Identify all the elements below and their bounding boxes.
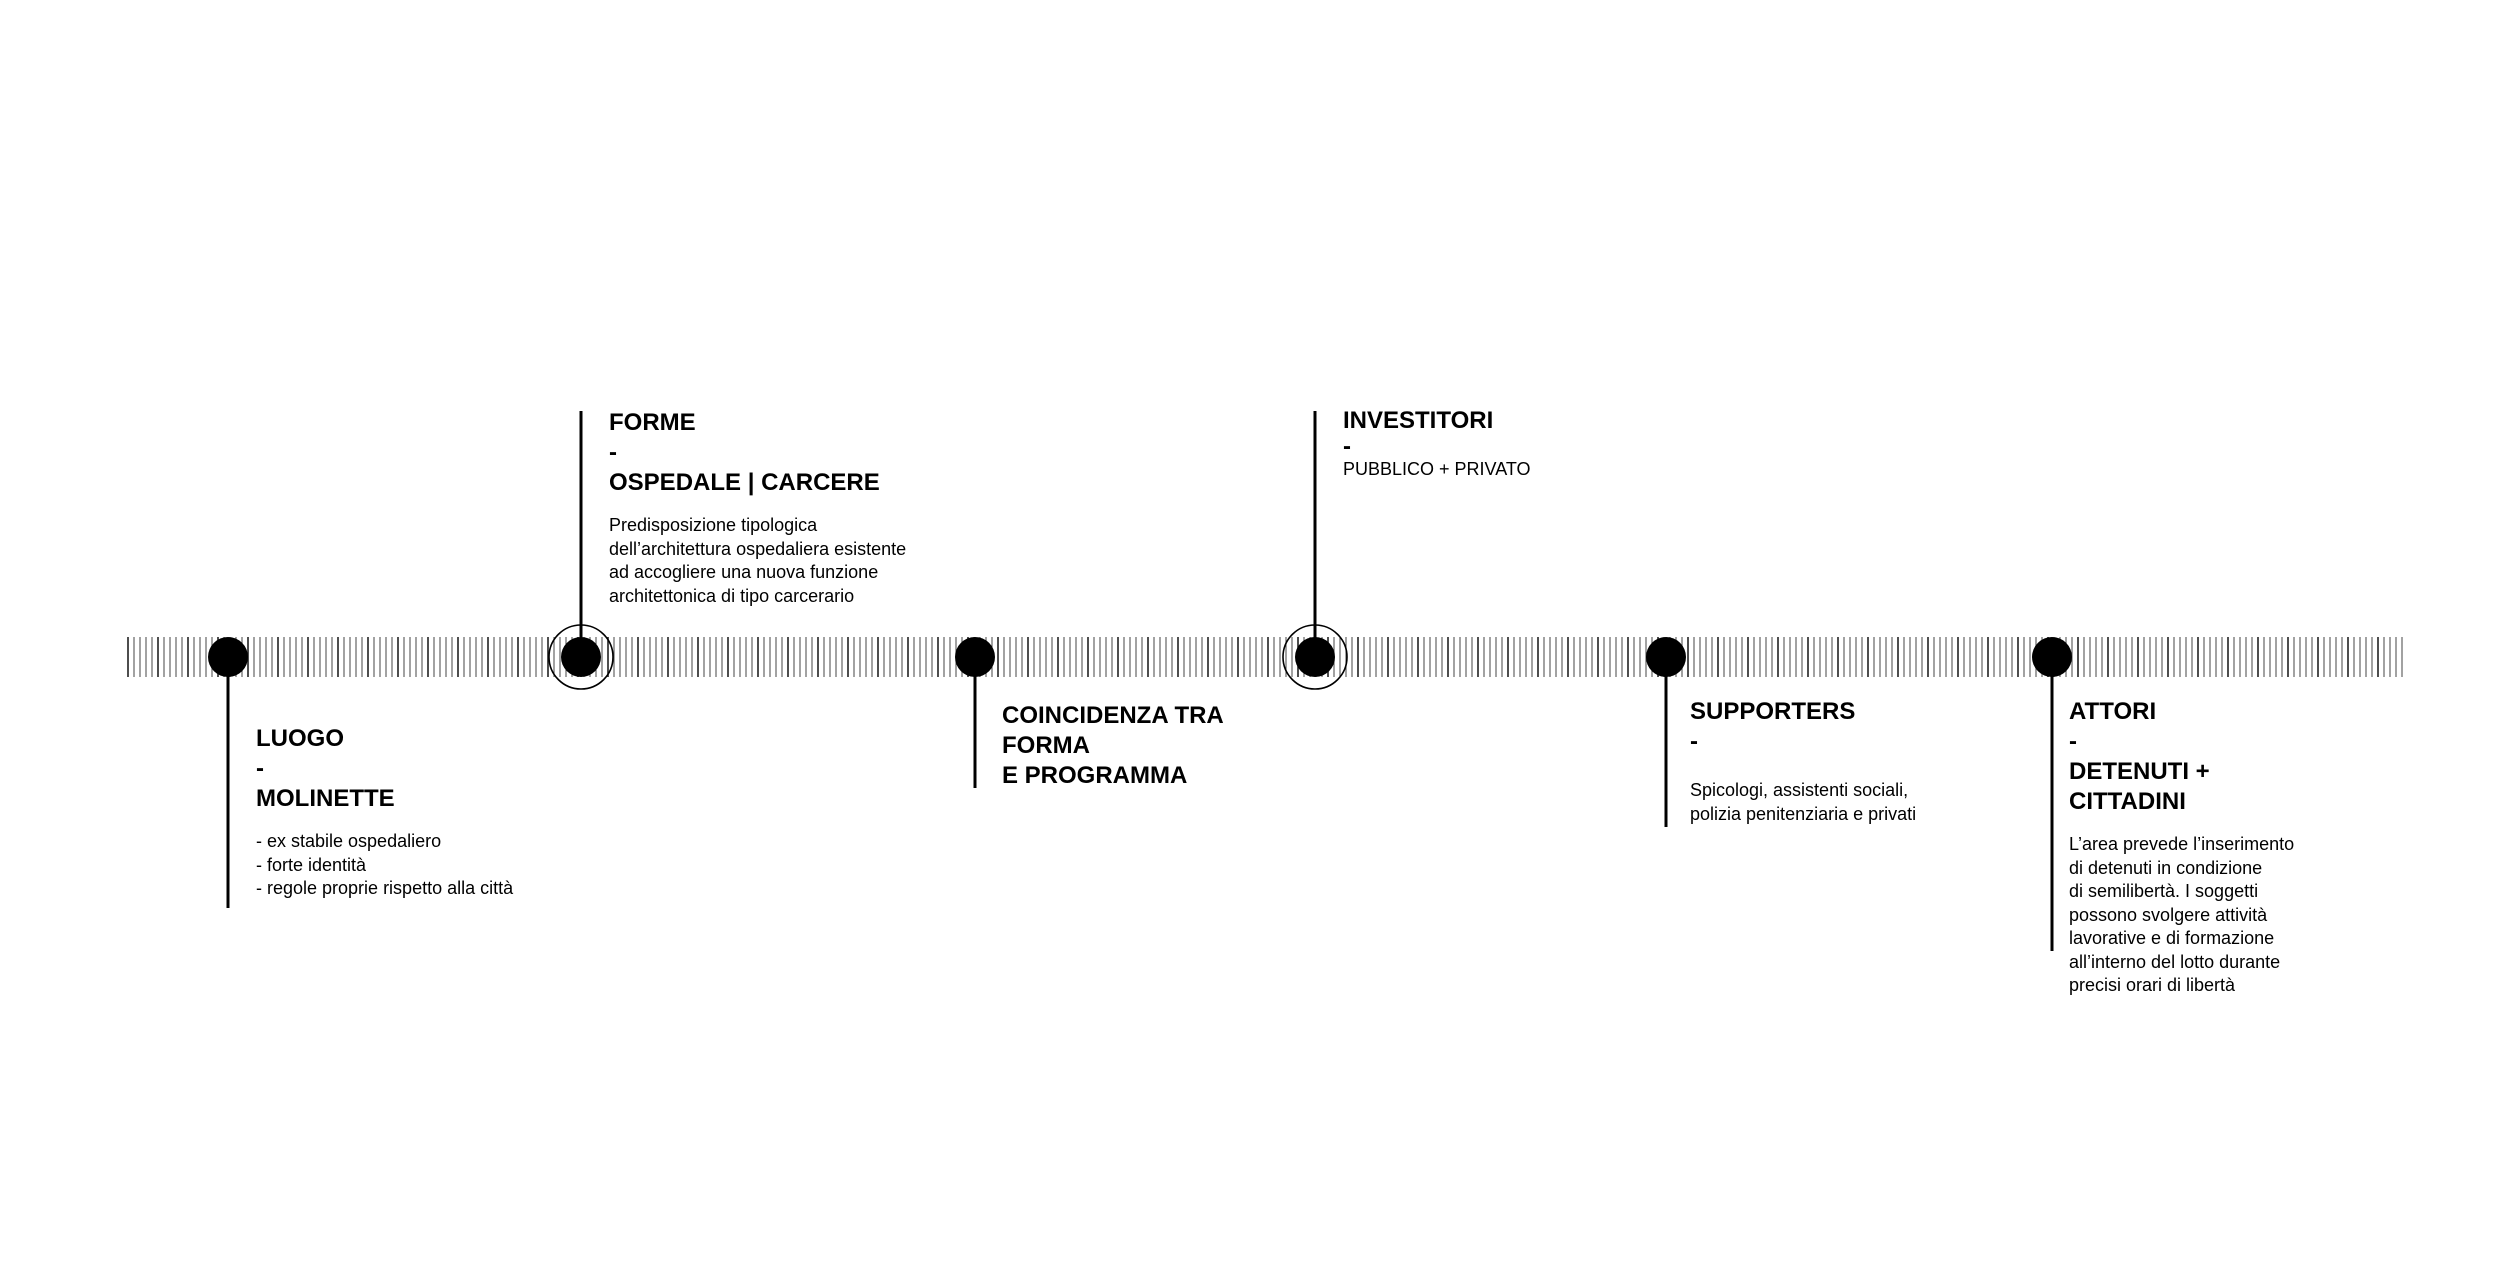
milestone-luogo-dot <box>208 637 248 677</box>
milestone-forme <box>609 408 906 608</box>
milestone-luogo <box>256 724 513 901</box>
milestone-attori <box>2069 697 2294 998</box>
milestone-coincidenza <box>1002 701 1224 791</box>
milestone-forme-title: FORME - OSPEDALE | CARCERE <box>609 409 880 496</box>
milestone-luogo-description: - ex stabile ospedaliero - forte identità - regole proprie rispetto alla città <box>256 831 514 898</box>
milestone-supporters-title: SUPPORTERS - <box>1690 698 1856 755</box>
milestone-investitori <box>1343 406 1531 482</box>
milestone-supporters <box>1690 697 1916 826</box>
milestone-supporters-dot <box>1646 637 1686 677</box>
milestone-coincidenza-dot <box>955 637 995 677</box>
milestone-attori-title: ATTORI - DETENUTI + CITTADINI <box>2069 698 2210 815</box>
milestone-attori-dot <box>2032 637 2072 677</box>
milestone-forme-description: Predisposizione tipologica dell’architettura ospedaliera esistente ad accogliere una nuova funzione architettonica di tipo carcerario <box>609 515 907 606</box>
milestone-attori-description: L’area prevede l’inserimento di detenuti in condizione di semilibertà. I soggetti possono svolgere attività lavorative e di formazione all’interno del lotto durante precisi orari di libertà <box>2069 834 2295 995</box>
milestone-investitori-description: PUBBLICO + PRIVATO <box>1343 459 1531 479</box>
milestone-coincidenza-title: COINCIDENZA TRA FORMA E PROGRAMMA <box>1002 702 1224 789</box>
milestone-supporters-description: Spicologi, assistenti sociali, polizia penitenziaria e privati <box>1690 780 1917 824</box>
milestone-investitori-title: INVESTITORI - <box>1343 407 1494 460</box>
milestone-forme-dot <box>561 637 601 677</box>
milestone-luogo-title: LUOGO - MOLINETTE <box>256 725 395 812</box>
milestone-investitori-dot <box>1295 637 1335 677</box>
